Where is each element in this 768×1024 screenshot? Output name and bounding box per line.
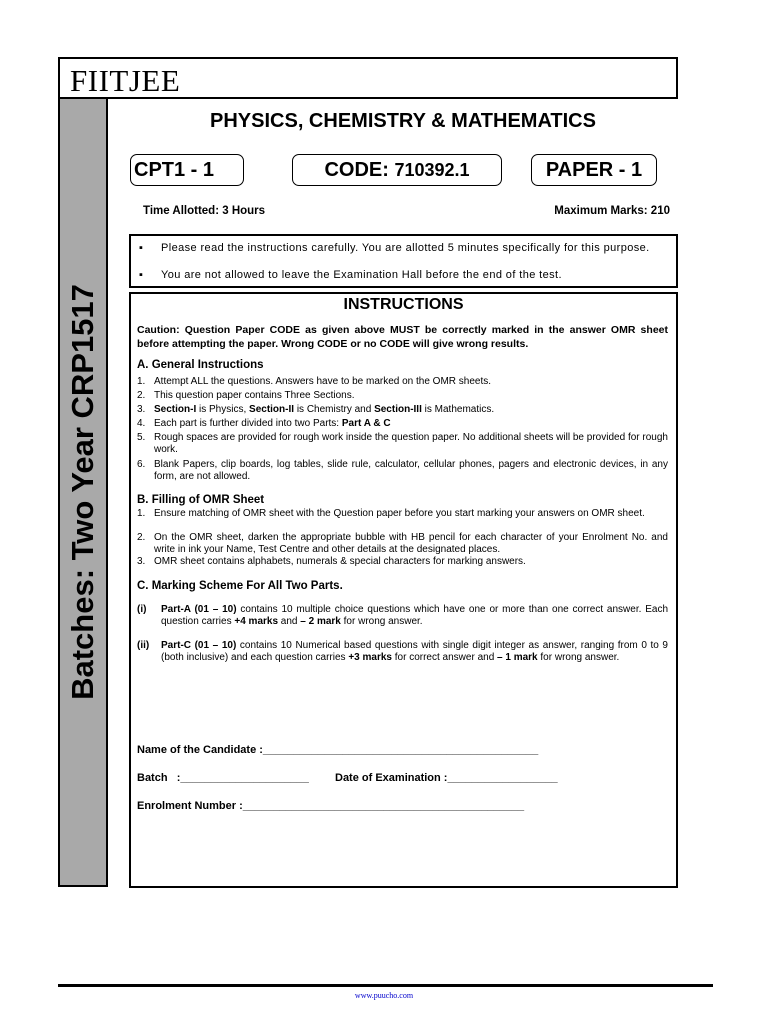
sidebar-batch-text: Batches: Two Year CRP1517 (65, 284, 100, 700)
list-item: 2. On the OMR sheet, darken the appropriate bubble with HB pencil for each character of your Enrolment No. and write in ink your Name, Test Centre and other details at the designated places. (137, 532, 668, 555)
list-item: 1. Attempt ALL the questions. Answers have to be marked on the OMR sheets. (137, 376, 492, 387)
bullet-icon: ▪ (139, 242, 144, 254)
enrolment-number-field: Enrolment Number :______________________________________________ (137, 800, 525, 812)
list-item: 3. Section-I is Physics, Section-II is Chemistry and Section-III is Mathematics. (137, 404, 495, 415)
list-item: 6. Blank Papers, clip boards, log tables, slide rule, calculator, cellular phones, pagers and electronic devices, in any form, are not allowed. (137, 459, 668, 482)
section-b-heading: B. Filling of OMR Sheet (137, 494, 265, 506)
list-item: (ii) Part-C (01 – 10) contains 10 Numerical based questions with single digit integer as answer, ranging from 0 to 9 (both inclusive) and each question carries +3 marks for correct answer and – 1 mark for wrong answer. (137, 640, 668, 663)
code-label: CODE: (324, 159, 395, 181)
footer-divider (58, 984, 713, 987)
section-a-heading: A. General Instructions (137, 359, 264, 371)
paper-code-box (292, 154, 502, 186)
footer-link[interactable]: www.puucho.com (354, 991, 414, 1000)
list-item: 2. This question paper contains Three Sections. (137, 390, 355, 401)
code-value: 710392.1 (394, 160, 470, 180)
instructions-title: INSTRUCTIONS (343, 296, 464, 313)
batch-code-box: CPT1 - 1 (130, 154, 244, 186)
instructions-box (129, 292, 678, 888)
note-item: ▪ Please read the instructions carefully. You are allotted 5 minutes specifically for this purpose. (139, 242, 650, 254)
sidebar (58, 99, 108, 887)
time-allotted: Time Allotted: 3 Hours (143, 205, 266, 217)
list-item: 4. Each part is further divided into two Parts: Part A & C (137, 418, 391, 429)
notes-box (129, 234, 678, 288)
list-item: 1. Ensure matching of OMR sheet with the Question paper before you start marking your answers on OMR sheet. (137, 508, 645, 519)
list-item: 3. OMR sheet contains alphabets, numerals & special characters for marking answers. (137, 556, 526, 567)
header-box (58, 57, 678, 99)
caution-text: Caution: Question Paper CODE as given above MUST be correctly marked in the answer OMR sheet before attempting the paper. Wrong CODE or no CODE will give wrong results. (137, 324, 668, 350)
note-item: ▪ You are not allowed to leave the Examination Hall before the end of the test. (139, 269, 562, 281)
page-title: PHYSICS, CHEMISTRY & MATHEMATICS (210, 110, 596, 132)
maximum-marks: Maximum Marks: 210 (554, 205, 670, 217)
exam-date-field: Date of Examination :__________________ (335, 772, 558, 784)
paper-number-box: PAPER - 1 (531, 154, 657, 186)
candidate-name-field: Name of the Candidate :_____________________________________________ (137, 744, 539, 756)
section-c-heading: C. Marking Scheme For All Two Parts. (137, 580, 343, 592)
bullet-icon: ▪ (139, 269, 144, 281)
brand-logo: FIITJEE (70, 63, 181, 98)
batch-field: Batch :_____________________ (137, 772, 309, 784)
list-item: (i) Part-A (01 – 10) contains 10 multiple choice questions which have one or more than one correct answer. Each question carries +4 marks and – 2 mark for wrong answer. (137, 604, 669, 627)
list-item: 5. Rough spaces are provided for rough work inside the question paper. No additional sheets will be provided for rough work. (137, 432, 668, 455)
